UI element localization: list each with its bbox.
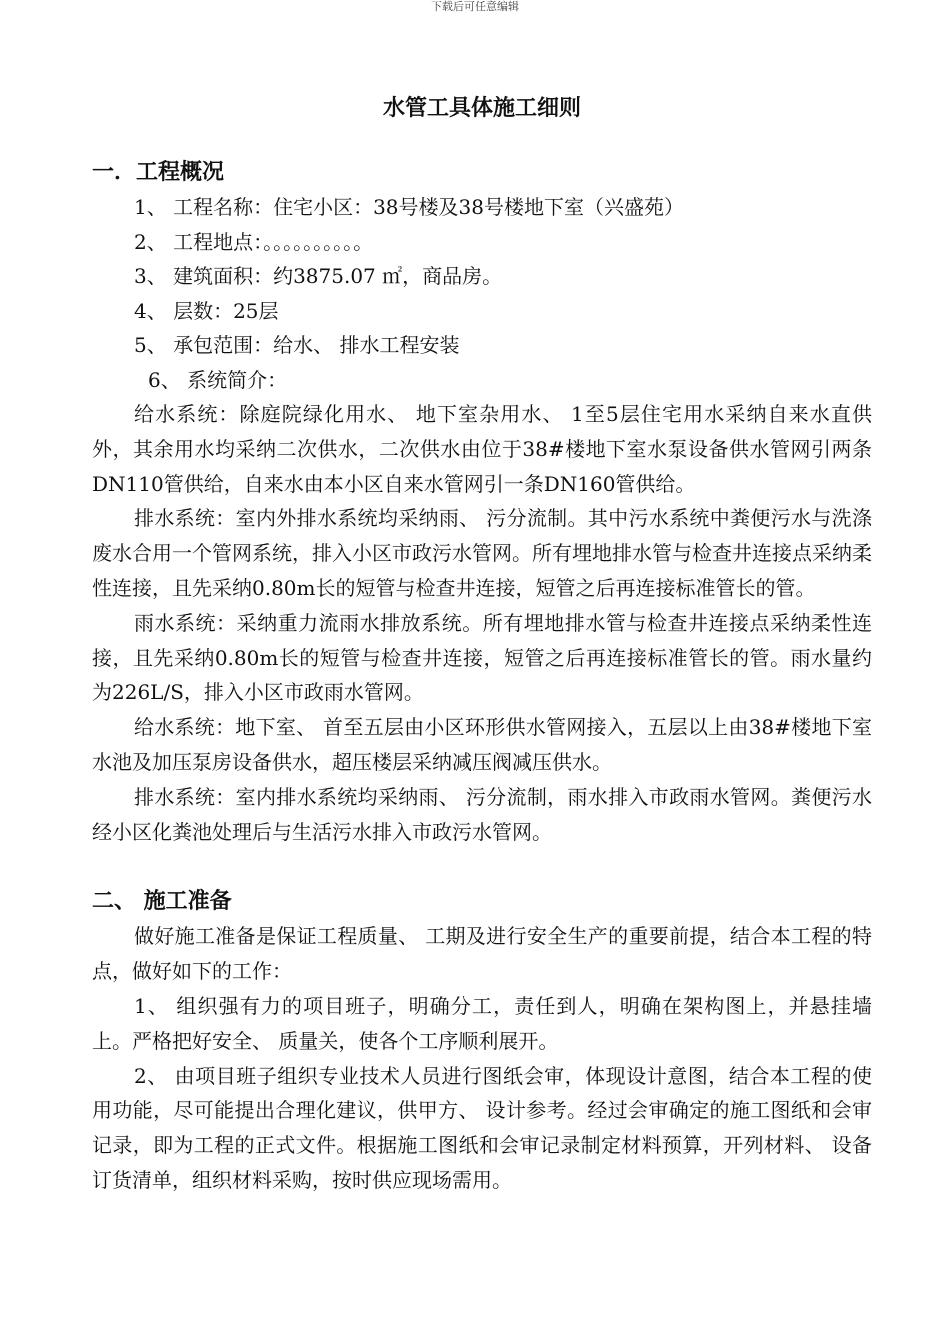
document-body <box>92 92 872 1198</box>
section-heading-preparation: 二、 施工准备 <box>92 889 232 915</box>
overview-item-floors: 4、 层数：25层 <box>134 298 279 323</box>
paragraph-preparation-2: 2、 由项目班子组织专业技术人员进行图纸会审，体现设计意图，结合本工程的使用功能，尽可能提出合理化建议，供甲方、 设计参考。经过会审确定的施工图纸和会审记录，即为工程的正式文件。根据施工图纸和会审记录制定材料预算，开列材料、 设备订货清单，组织材料采购，按时供应现场需用。 <box>92 1063 872 1192</box>
section-overview <box>92 156 872 849</box>
section-preparation <box>92 885 872 1197</box>
page-header-note: 下载后可任意编辑 <box>431 0 519 13</box>
overview-item-system-intro: 6、 系统简介： <box>148 367 288 392</box>
paragraph-water-supply-2: 给水系统：地下室、 首至五层由小区环形供水管网接入，五层以上由38#楼地下室水池及加压泵房设备供水，超压楼层采纳减压阀减压供水。 <box>92 715 872 774</box>
paragraph-preparation-1: 1、 组织强有力的项目班子，明确分工，责任到人，明确在架构图上，并悬挂墙上。严格把好安全、 质量关，使各个工序顺利展开。 <box>92 993 872 1053</box>
section-heading-overview: 一．工程概况 <box>92 160 225 185</box>
overview-item-area: 3、 建筑面积：约3875.07 ㎡，商品房。 <box>134 264 503 288</box>
paragraph-water-supply: 给水系统：除庭院绿化用水、 地下室杂用水、 1至5层住宅用水采纳自来水直供外，其余用水均采纳二次供水，二次供水由位于38#楼地下室水泵设备供水管网引两条DN110管供给，自来水由本小区自来水管网引一条DN160管供给。 <box>92 402 872 496</box>
overview-item-project-name: 1、 工程名称：住宅小区：38号楼及38号楼地下室（兴盛苑） <box>134 195 684 219</box>
paragraph-rainwater: 雨水系统：采纳重力流雨水排放系统。所有埋地排水管与检查井连接点采纳柔性连接，且先采纳0.80m长的短管与检查井连接，短管之后再连接标准管长的管。雨水量约为226L/S，排入小区市政雨水管网。 <box>92 610 872 705</box>
document-title: 水管工具体施工细则 <box>382 96 581 121</box>
paragraph-drainage: 排水系统：室内外排水系统均采纳雨、 污分流制。其中污水系统中粪便污水与洗涤废水合用一个管网系统，排入小区市政污水管网。所有埋地排水管与检查井连接点采纳柔性连接，且先采纳0.80m长的短管与检查井连接，短管之后再连接标准管长的管。 <box>92 506 872 600</box>
overview-item-location: 2、 工程地点：。。。。。。。。。。 <box>134 229 374 254</box>
paragraph-drainage-2: 排水系统：室内排水系统均采纳雨、 污分流制，雨水排入市政雨水管网。粪便污水经小区化粪池处理后与生活污水排入市政污水管网。 <box>92 784 872 844</box>
overview-item-scope: 5、 承包范围：给水、 排水工程安装 <box>134 333 460 357</box>
paragraph-preparation-intro: 做好施工准备是保证工程质量、 工期及进行安全生产的重要前提，结合本工程的特点，做好如下的工作： <box>92 924 872 984</box>
